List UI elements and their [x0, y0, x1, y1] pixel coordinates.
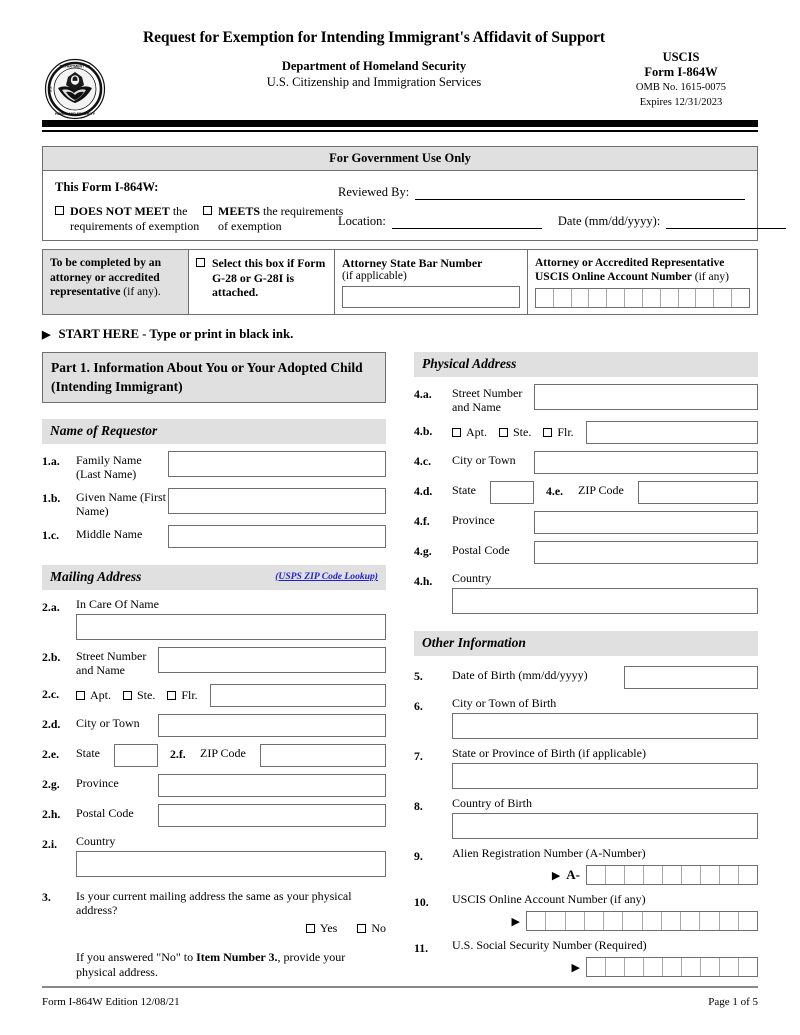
- grid-cell[interactable]: [662, 912, 681, 930]
- field-row-4d-4e: [414, 481, 758, 504]
- item-number-3: 3.: [42, 890, 51, 904]
- reviewed-by-row: [338, 185, 745, 200]
- form-header: [0, 0, 800, 116]
- checkbox-physical-apt[interactable]: [452, 428, 461, 437]
- grid-cell[interactable]: [696, 289, 714, 307]
- item-number-1b: 1.b.: [42, 491, 61, 505]
- field-stack-2i: [76, 834, 386, 877]
- grid-cell[interactable]: [644, 958, 663, 976]
- apt-ste-flr-row-mailing: [76, 684, 386, 707]
- label-2d: City or Town: [76, 716, 140, 730]
- apt-ste-flr-row-physical: [452, 421, 758, 444]
- grid-cell[interactable]: [587, 866, 606, 884]
- input-ssn-grid[interactable]: [586, 957, 758, 977]
- grid-cell[interactable]: [623, 912, 642, 930]
- title-block: [94, 28, 654, 90]
- department-line: Department of Homeland Security: [281, 59, 467, 73]
- field-row-2i: [42, 834, 386, 877]
- physical-address-heading: [414, 352, 758, 377]
- attorney-state-bar-sub: (if applicable): [342, 270, 407, 282]
- grid-cell[interactable]: [679, 289, 697, 307]
- government-use-fields: [338, 185, 745, 243]
- ssn-row: [452, 957, 758, 977]
- label-2f: ZIP Code: [200, 746, 246, 760]
- input-mailing-zip[interactable]: [260, 744, 386, 767]
- header-rule-thin: [42, 130, 758, 132]
- physical-address-label: Physical Address: [422, 356, 517, 371]
- input-mailing-province[interactable]: [158, 774, 386, 797]
- uscis-account-row: [452, 911, 758, 931]
- label-1a: Family Name (Last Name): [76, 453, 142, 481]
- attorney-state-bar-heading: Attorney State Bar Number: [342, 256, 483, 270]
- mailing-address-label: Mailing Address: [50, 569, 142, 584]
- field-stack-4h: [452, 571, 758, 614]
- option-meets-label: MEETS the requirements of exemption: [218, 204, 344, 233]
- grid-cell[interactable]: [644, 866, 663, 884]
- item-number-9: 9.: [414, 849, 423, 863]
- item-number-4c: 4.c.: [414, 454, 432, 468]
- a-number-row: [452, 865, 758, 885]
- field-row-7: [414, 746, 758, 789]
- attorney-state-bar-input[interactable]: [342, 286, 520, 308]
- location-date-row: [338, 214, 745, 229]
- option-does-not-meet[interactable]: [55, 204, 203, 233]
- input-uscis-account-grid[interactable]: [526, 911, 758, 931]
- item-number-4h: 4.h.: [414, 574, 433, 588]
- dhs-seal-icon: [44, 58, 106, 120]
- grid-cell[interactable]: [661, 289, 679, 307]
- grid-cell[interactable]: [643, 912, 662, 930]
- grid-cell[interactable]: [714, 289, 732, 307]
- input-middle-name[interactable]: [168, 525, 386, 548]
- checkbox-mailing-flr[interactable]: [167, 691, 176, 700]
- item-number-2g: 2.g.: [42, 777, 60, 791]
- item-number-4d: 4.d.: [414, 484, 433, 498]
- label-4c: City or Town: [452, 453, 516, 467]
- grid-cell[interactable]: [720, 866, 739, 884]
- attorney-account-heading: Attorney or Accredited Representative USCIS Online Account Number (if any): [535, 257, 729, 283]
- label-4f: Province: [452, 513, 495, 527]
- attorney-instruction-bold: To be completed by an attorney or accredited representative: [50, 256, 162, 298]
- label-7: State or Province of Birth (if applicable): [452, 746, 646, 760]
- triangle-icon: ▶: [42, 329, 51, 341]
- grid-cell[interactable]: [607, 289, 625, 307]
- arrow-icon-9: ▶: [551, 869, 561, 882]
- input-mailing-city[interactable]: [158, 714, 386, 737]
- input-physical-province[interactable]: [534, 511, 758, 534]
- footer-page-number: Page 1 of 5: [708, 996, 758, 1008]
- grid-cell[interactable]: [663, 866, 682, 884]
- field-stack-7: [452, 746, 758, 789]
- field-row-1a: [42, 451, 386, 481]
- label-1b: Given Name (First Name): [76, 490, 166, 518]
- item-number-4b: 4.b.: [414, 424, 433, 438]
- label-2h: Postal Code: [76, 806, 134, 820]
- label-2i: Country: [76, 834, 116, 848]
- item-number-4g: 4.g.: [414, 544, 432, 558]
- checkbox-physical-ste[interactable]: [499, 428, 508, 437]
- grid-cell[interactable]: [566, 912, 585, 930]
- name-of-requestor-label: Name of Requestor: [50, 423, 158, 438]
- note-physical-address: If you answered "No" to Item Number 3., provide your physical address.: [76, 950, 346, 979]
- field-row-3: [42, 887, 386, 980]
- grid-cell[interactable]: [587, 958, 606, 976]
- label-6: City or Town of Birth: [452, 696, 557, 710]
- date-label: Date (mm/dd/yyyy):: [557, 214, 661, 228]
- item-number-1c: 1.c.: [42, 528, 60, 542]
- checkbox-mailing-apt[interactable]: [76, 691, 85, 700]
- government-use-box: [42, 146, 758, 241]
- field-row-2b: [42, 647, 386, 677]
- label-4d: State: [452, 483, 476, 497]
- input-in-care-of-name[interactable]: [76, 614, 386, 640]
- field-row-2e-2f: [42, 744, 386, 767]
- label-1c: Middle Name: [76, 527, 143, 541]
- item-number-2e: 2.e.: [42, 747, 60, 761]
- option-meets[interactable]: [203, 204, 351, 233]
- start-here-label: START HERE - Type or print in black ink.: [58, 327, 294, 341]
- field-stack-9: [452, 846, 758, 885]
- form-footer: [42, 996, 758, 1008]
- grid-cell[interactable]: [625, 958, 644, 976]
- grid-cell[interactable]: [739, 912, 757, 930]
- grid-cell[interactable]: [527, 912, 546, 930]
- right-column: [414, 352, 758, 980]
- field-row-5: [414, 666, 758, 689]
- input-mailing-apt-number[interactable]: [210, 684, 386, 707]
- omb-block: [606, 50, 756, 110]
- attorney-g28-cell[interactable]: [189, 250, 335, 314]
- input-a-number-grid[interactable]: [586, 865, 758, 885]
- field-stack-2a: [76, 597, 386, 640]
- name-of-requestor-heading: [42, 419, 386, 444]
- arrow-icon-11: ▶: [571, 961, 580, 974]
- location-label: Location:: [338, 214, 386, 228]
- omb-expires: Expires 12/31/2023: [639, 97, 723, 108]
- field-stack-6: [452, 696, 758, 739]
- field-row-2d: [42, 714, 386, 737]
- grid-cell[interactable]: [606, 958, 625, 976]
- input-mailing-street[interactable]: [158, 647, 386, 673]
- grid-cell[interactable]: [700, 912, 719, 930]
- grid-cell[interactable]: [663, 958, 682, 976]
- grid-cell[interactable]: [739, 958, 757, 976]
- input-physical-country[interactable]: [452, 588, 758, 614]
- item-number-4a: 4.a.: [414, 387, 432, 401]
- input-physical-state[interactable]: [490, 481, 534, 504]
- label-11: U.S. Social Security Number (Required): [452, 938, 647, 952]
- input-physical-postal-code[interactable]: [534, 541, 758, 564]
- label-4h: Country: [452, 571, 492, 585]
- item-number-2a: 2.a.: [42, 600, 60, 614]
- a-number-prefix: A-: [566, 867, 580, 882]
- arrow-icon-10: ▶: [511, 915, 520, 928]
- mailing-address-heading: [42, 565, 386, 590]
- grid-cell[interactable]: [682, 958, 701, 976]
- grid-cell[interactable]: [585, 912, 604, 930]
- item-number-2d: 2.d.: [42, 717, 61, 731]
- grid-cell[interactable]: [739, 866, 757, 884]
- label-8: Country of Birth: [452, 796, 532, 810]
- reviewed-by-label: Reviewed By:: [338, 185, 410, 199]
- yes-no-group-3: [76, 921, 386, 936]
- grid-cell[interactable]: [643, 289, 661, 307]
- checkbox-meets[interactable]: [203, 206, 212, 215]
- field-row-4g: [414, 541, 758, 564]
- grid-cell[interactable]: [606, 866, 625, 884]
- item-number-2f: 2.f.: [170, 747, 186, 761]
- item-number-5: 5.: [414, 669, 423, 683]
- grid-cell[interactable]: [682, 866, 701, 884]
- field-row-2g: [42, 774, 386, 797]
- field-row-2c: [42, 684, 386, 707]
- label-10: USCIS Online Account Number (if any): [452, 892, 646, 906]
- date-input[interactable]: [666, 215, 786, 229]
- field-row-4h: [414, 571, 758, 614]
- form-columns: [42, 352, 758, 980]
- field-row-4f: [414, 511, 758, 534]
- item-number-6: 6.: [414, 699, 423, 713]
- grid-cell[interactable]: [536, 289, 554, 307]
- field-row-10: [414, 892, 758, 931]
- location-input[interactable]: [392, 215, 542, 229]
- item-number-10: 10.: [414, 895, 429, 909]
- input-mailing-postal-code[interactable]: [158, 804, 386, 827]
- checkbox-same-address-no[interactable]: [357, 924, 366, 933]
- start-here-banner: [42, 327, 758, 342]
- label-3-question: Is your current mailing address the same as your physical address?: [76, 889, 352, 917]
- government-use-body: [43, 171, 757, 240]
- field-row-4c: [414, 451, 758, 474]
- reviewed-by-input[interactable]: [415, 186, 745, 200]
- checkbox-does-not-meet[interactable]: [55, 206, 64, 215]
- grid-cell[interactable]: [681, 912, 700, 930]
- grid-cell[interactable]: [720, 912, 739, 930]
- field-stack-3: [76, 887, 386, 980]
- label-2b: Street Number and Name: [76, 649, 147, 677]
- uscis-label: USCIS: [662, 50, 700, 64]
- label-yes: Yes: [319, 921, 338, 935]
- item-number-11: 11.: [414, 941, 429, 955]
- field-row-6: [414, 696, 758, 739]
- checkbox-physical-flr[interactable]: [543, 428, 552, 437]
- label-mailing-flr: Flr.: [181, 688, 198, 702]
- checkbox-same-address-yes[interactable]: [306, 924, 315, 933]
- svg-text:HOMELAND SECURITY: HOMELAND SECURITY: [55, 112, 95, 116]
- checkbox-mailing-ste[interactable]: [123, 691, 132, 700]
- field-row-1b: [42, 488, 386, 518]
- grid-cell[interactable]: [701, 958, 720, 976]
- grid-cell[interactable]: [546, 912, 565, 930]
- left-column: [42, 352, 386, 980]
- field-stack-10: [452, 892, 758, 931]
- field-row-4a: [414, 384, 758, 414]
- label-9: Alien Registration Number (A-Number): [452, 846, 646, 860]
- other-information-heading: [414, 631, 758, 656]
- label-no: No: [371, 921, 386, 935]
- item-number-4e: 4.e.: [546, 484, 564, 498]
- label-2g: Province: [76, 776, 119, 790]
- field-row-4b: [414, 421, 758, 444]
- field-stack-8: [452, 796, 758, 839]
- omb-number: OMB No. 1615-0075: [635, 82, 727, 93]
- item-number-1a: 1.a.: [42, 454, 60, 468]
- label-mailing-apt: Apt.: [90, 688, 111, 702]
- item-number-4f: 4.f.: [414, 514, 430, 528]
- item-number-2h: 2.h.: [42, 807, 61, 821]
- field-stack-11: [452, 938, 758, 977]
- footer-rule: [42, 986, 758, 988]
- grid-cell[interactable]: [604, 912, 623, 930]
- grid-cell[interactable]: [701, 866, 720, 884]
- grid-cell[interactable]: [589, 289, 607, 307]
- grid-cell[interactable]: [572, 289, 590, 307]
- government-use-title: For Government Use Only: [43, 147, 757, 171]
- label-physical-ste: Ste.: [513, 425, 532, 439]
- input-date-of-birth[interactable]: [624, 666, 758, 689]
- attorney-account-grid[interactable]: [535, 288, 750, 308]
- agency-line: U.S. Citizenship and Immigration Services: [266, 75, 482, 89]
- form-number: Form I-864W: [644, 65, 718, 79]
- input-physical-street[interactable]: [534, 384, 758, 410]
- item-number-2i: 2.i.: [42, 837, 58, 851]
- this-form-label: This Form I-864W:: [55, 180, 159, 194]
- page-title: Request for Exemption for Intending Immigrant's Affidavit of Support: [143, 29, 605, 46]
- item-number-2b: 2.b.: [42, 650, 61, 664]
- field-row-2h: [42, 804, 386, 827]
- input-country-of-birth[interactable]: [452, 813, 758, 839]
- field-row-1c: [42, 525, 386, 548]
- input-city-of-birth[interactable]: [452, 713, 758, 739]
- attorney-instruction-cell: [43, 250, 189, 314]
- checkbox-g28-attached[interactable]: [196, 258, 205, 267]
- label-5: Date of Birth (mm/dd/yyyy): [452, 668, 588, 682]
- input-given-name[interactable]: [168, 488, 386, 514]
- label-2a: In Care Of Name: [76, 597, 159, 611]
- input-physical-zip[interactable]: [638, 481, 758, 504]
- grid-cell[interactable]: [554, 289, 572, 307]
- field-row-9: [414, 846, 758, 885]
- field-row-2a: [42, 597, 386, 640]
- part1-heading: Part 1. Information About You or Your Adopted Child (Intending Immigrant): [42, 352, 386, 403]
- grid-cell[interactable]: [625, 866, 644, 884]
- input-state-of-birth[interactable]: [452, 763, 758, 789]
- attorney-section: [42, 249, 758, 315]
- field-row-8: [414, 796, 758, 839]
- footer-edition: Form I-864W Edition 12/08/21: [42, 996, 180, 1008]
- input-family-name[interactable]: [168, 451, 386, 477]
- label-physical-flr: Flr.: [557, 425, 574, 439]
- usps-zip-lookup-link[interactable]: (USPS ZIP Code Lookup): [275, 571, 378, 582]
- attorney-state-bar-cell: [335, 250, 528, 314]
- label-4e: ZIP Code: [578, 483, 624, 497]
- label-2e: State: [76, 746, 100, 760]
- label-mailing-ste: Ste.: [137, 688, 156, 702]
- field-row-11: [414, 938, 758, 977]
- input-mailing-state[interactable]: [114, 744, 158, 767]
- other-information-label: Other Information: [422, 635, 526, 650]
- svg-text:DEPARTMENT OF: DEPARTMENT OF: [59, 64, 91, 69]
- item-number-8: 8.: [414, 799, 423, 813]
- grid-cell[interactable]: [720, 958, 739, 976]
- grid-cell[interactable]: [625, 289, 643, 307]
- label-4g: Postal Code: [452, 543, 510, 557]
- input-physical-apt-number[interactable]: [586, 421, 758, 444]
- grid-cell[interactable]: [732, 289, 749, 307]
- svg-text:U.S.: U.S.: [48, 85, 53, 93]
- label-physical-apt: Apt.: [466, 425, 487, 439]
- form-content: [42, 146, 758, 980]
- option-does-not-meet-label: DOES NOT MEET the requirements of exemption: [70, 204, 200, 233]
- item-number-7: 7.: [414, 749, 423, 763]
- item-number-2c: 2.c.: [42, 687, 60, 701]
- attorney-account-cell: [528, 250, 757, 314]
- label-4a: Street Number and Name: [452, 386, 523, 414]
- attorney-g28-label: Select this box if Form G-28 or G-28I is attached.: [212, 256, 326, 299]
- attorney-instruction-plain: (if any).: [120, 285, 161, 298]
- input-physical-city[interactable]: [534, 451, 758, 474]
- header-rule-thick: [42, 120, 758, 127]
- input-mailing-country[interactable]: [76, 851, 386, 877]
